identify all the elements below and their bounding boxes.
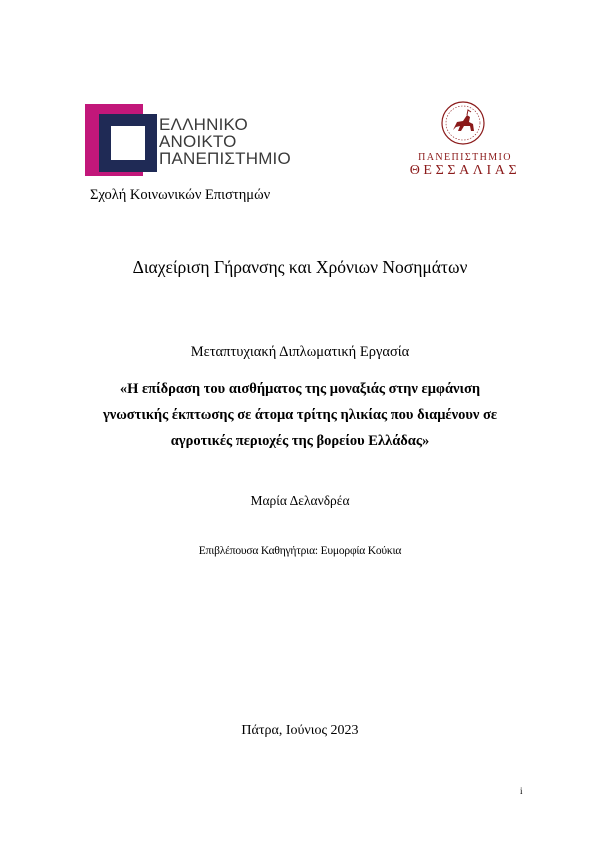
supervisor: Επιβλέπουσα Καθηγήτρια: Ευμορφία Κούκια [198,545,402,557]
eap-logo-line: ΑΝΟΙΚΤΟ [159,132,237,151]
thesis-title-line: «Η επίδραση του αισθήματος της μοναξιάς στην εμφάνιση [119,381,481,397]
author-name: Μαρία Δελανδρέα [250,493,350,508]
uth-logo-line2: ΘΕΣΣΑΛΙΑΣ [409,163,521,178]
place-date: Πάτρα, Ιούνιος 2023 [241,723,359,738]
school-name: Σχολή Κοινωνικών Επιστημών [90,187,271,203]
eap-emblem-icon [85,104,157,176]
university-of-thessaly-logo [402,100,528,182]
eap-logo-text [159,116,291,167]
hellenic-open-university-logo [85,104,291,176]
program-name: Διαχείριση Γήρανσης και Χρόνιων Νοσημάτων [132,257,468,277]
centaur-seal-icon [440,100,486,146]
thesis-title-line: αγροτικές περιοχές της βορείου Ελλάδας» [170,433,430,449]
page-number: i [520,786,523,796]
thesis-type: Μεταπτυχιακή Διπλωματική Εργασία [190,344,410,360]
eap-logo-line: ΠΑΝΕΠΙΣΤΗΜΙΟ [159,149,291,168]
thesis-title-line: γνωστικής έκπτωσης σε άτομα τρίτης ηλικίας που διαμένουν σε [102,407,498,423]
eap-logo-line: ΕΛΛΗΝΙΚΟ [159,115,248,134]
thesis-title [90,376,510,454]
uth-logo-line1: ΠΑΝΕΠΙΣΤΗΜΙΟ [418,152,512,163]
